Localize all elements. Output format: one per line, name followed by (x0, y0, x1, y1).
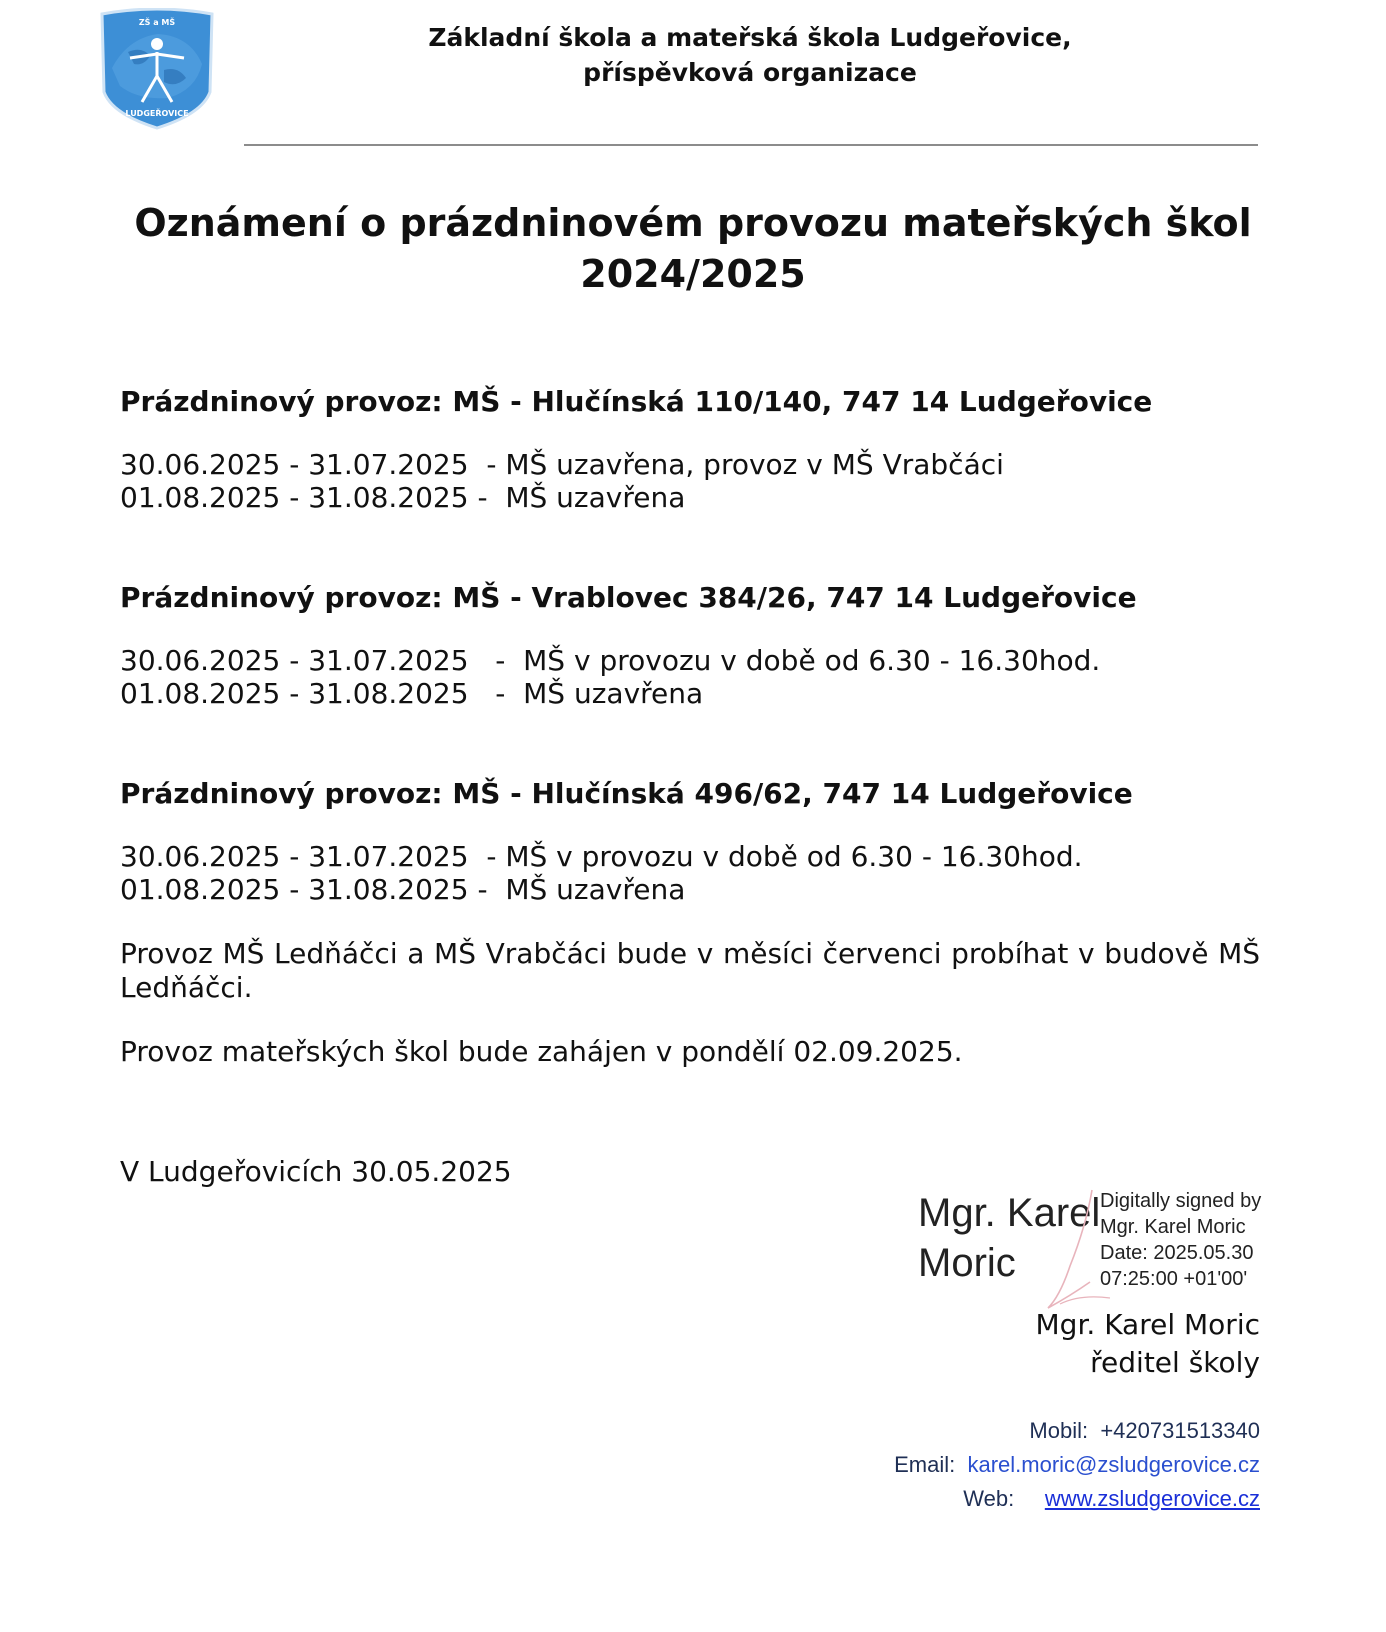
section-heading: Prázdninový provoz: MŠ - Hlučínská 496/62, 747 14 Ludgeřovice (120, 777, 1133, 810)
signature-name-line-1: Mgr. Karel (918, 1191, 1101, 1235)
document-title (60, 198, 1326, 300)
section-heading: Prázdninový provoz: MŠ - Vrablovec 384/26, 747 14 Ludgeřovice (120, 581, 1137, 614)
school-name-line-2: příspěvková organizace (583, 58, 917, 87)
digital-signature-line: Digitally signed by (1100, 1190, 1262, 1212)
web-link[interactable]: www.zsludgerovice.cz (1044, 1486, 1260, 1511)
schedule-line: 30.06.2025 - 31.07.2025 - MŠ v provozu v době od 6.30 - 16.30hod. (120, 644, 1101, 677)
section-1 (120, 384, 1260, 514)
svg-text:ZŠ a MŠ: ZŠ a MŠ (138, 18, 176, 27)
school-name (300, 20, 1200, 90)
contact-mobile (1029, 1416, 1260, 1446)
signer-role: ředitel školy (1090, 1346, 1260, 1379)
schedule-line: 30.06.2025 - 31.07.2025 - MŠ uzavřena, provoz v MŠ Vrabčáci (120, 448, 1004, 481)
section-3 (120, 776, 1260, 906)
document-title-line-1: Oznámení o prázdninovém provozu mateřských škol (134, 201, 1252, 245)
contact-email (894, 1450, 1260, 1480)
place-and-date: V Ludgeřovicích 30.05.2025 (120, 1155, 512, 1188)
digital-signature-details (1100, 1188, 1261, 1292)
header-divider (244, 144, 1258, 146)
email-label: Email: (894, 1452, 956, 1477)
web-label: Web: (963, 1486, 1015, 1511)
mobile-value: +420731513340 (1100, 1418, 1260, 1443)
contact-web (963, 1484, 1260, 1514)
digital-signature-line: 07:25:00 +01'00' (1100, 1268, 1248, 1290)
email-link[interactable]: karel.moric@zsludgerovice.cz (967, 1452, 1260, 1477)
schedule-line: 30.06.2025 - 31.07.2025 - MŠ v provozu v době od 6.30 - 16.30hod. (120, 840, 1083, 873)
document-title-line-2: 2024/2025 (580, 252, 806, 296)
school-logo (98, 8, 216, 130)
paragraph-july-operation: Provoz MŠ Ledňáčci a MŠ Vrabčáci bude v měsíci červenci probíhat v budově MŠ Ledňáčci. (120, 937, 1260, 1004)
schedule-line: 01.08.2025 - 31.08.2025 - MŠ uzavřena (120, 481, 686, 514)
paragraph-start-date: Provoz mateřských škol bude zahájen v pondělí 02.09.2025. (120, 1035, 963, 1068)
schedule-line: 01.08.2025 - 31.08.2025 - MŠ uzavřena (120, 677, 704, 710)
mobile-label: Mobil: (1029, 1418, 1089, 1443)
svg-text:LUDGEŘOVICE: LUDGEŘOVICE (125, 109, 189, 118)
school-crest-icon (98, 8, 216, 130)
section-heading: Prázdninový provoz: MŠ - Hlučínská 110/140, 747 14 Ludgeřovice (120, 385, 1153, 418)
schedule-line: 01.08.2025 - 31.08.2025 - MŠ uzavřena (120, 873, 686, 906)
section-2 (120, 580, 1260, 710)
signer-block (1036, 1306, 1260, 1382)
signer-name: Mgr. Karel Moric (1035, 1308, 1260, 1341)
school-name-line-1: Základní škola a mateřská škola Ludgeřovice, (428, 23, 1072, 52)
signature-name-line-2: Moric (918, 1241, 1016, 1285)
digital-signature-line: Date: 2025.05.30 (1100, 1242, 1254, 1264)
digital-signature-line: Mgr. Karel Moric (1100, 1216, 1246, 1238)
